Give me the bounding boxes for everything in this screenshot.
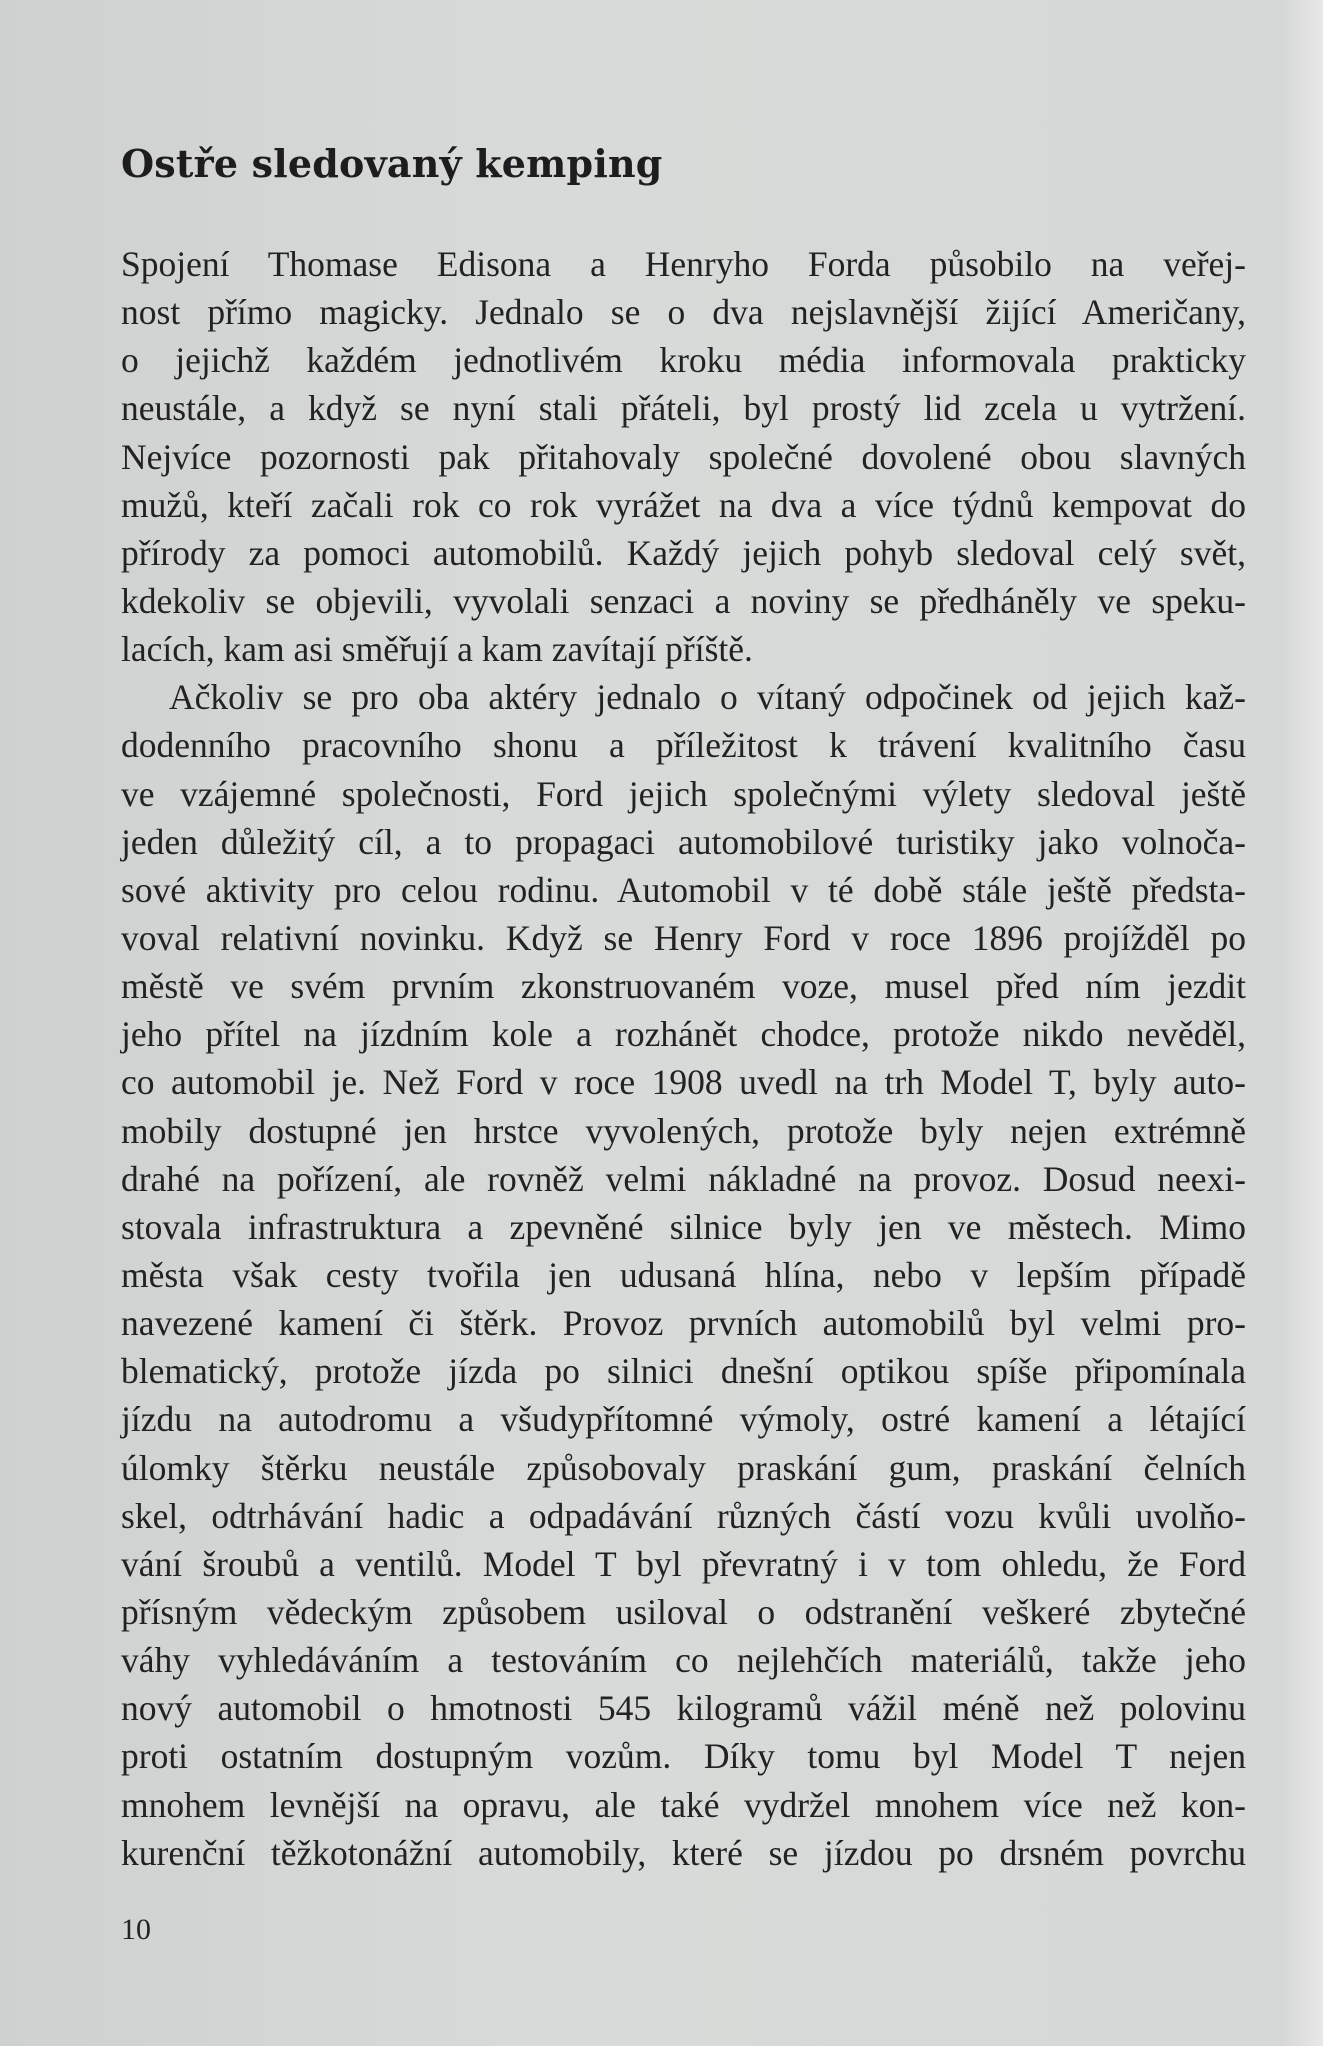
paragraph-2 — [121, 673, 1246, 1877]
text-line: skel, odtrhávání hadic a odpadávání různých částí vozu kvůli uvolňo- — [121, 1495, 1246, 1536]
text-line: městě ve svém prvním zkonstruovaném voze, musel před ním jezdit — [121, 966, 1246, 1007]
text-line: kurenční těžkotonážní automobily, které se jízdou po drsném povrchu — [121, 1832, 1246, 1873]
page-number: 10 — [121, 1913, 151, 1946]
text-line: mnohem levnější na opravu, ale také vydržel mnohem více než kon- — [121, 1784, 1246, 1825]
text-line: sové aktivity pro celou rodinu. Automobil v té době stále ještě předsta- — [121, 869, 1246, 910]
text-line: o jejichž každém jednotlivém kroku média informovala prakticky — [121, 340, 1246, 381]
text-line: dodenního pracovního shonu a příležitost k trávení kvalitního času — [121, 725, 1246, 766]
text-line: stovala infrastruktura a zpevněné silnice byly jen ve městech. Mimo — [121, 1206, 1246, 1247]
text-line: vání šroubů a ventilů. Model T byl převratný i v tom ohledu, že Ford — [121, 1543, 1246, 1584]
text-line: jeden důležitý cíl, a to propagaci automobilové turistiky jako volnoča- — [121, 821, 1246, 862]
text-line: úlomky štěrku neustále způsobovaly praskání gum, praskání čelních — [121, 1447, 1246, 1488]
text-line: kdekoliv se objevili, vyvolali senzaci a noviny se předháněly ve speku- — [121, 580, 1246, 621]
text-line: mobily dostupné jen hrstce vyvolených, protože byly nejen extrémně — [121, 1110, 1246, 1151]
text-line: blematický, protože jízda po silnici dnešní optikou spíše připomínala — [121, 1351, 1246, 1392]
text-line: Spojení Thomase Edisona a Henryho Forda působilo na veřej- — [121, 244, 1246, 284]
body-text — [121, 240, 1246, 1877]
text-line: neustále, a když se nyní stali přáteli, byl prostý lid zcela u vytržení. — [121, 388, 1246, 429]
text-line: jízdu na autodromu a všudypřítomné výmoly, ostré kamení a létající — [121, 1399, 1246, 1440]
paragraph-1 — [121, 240, 1246, 673]
text-line: váhy vyhledáváním a testováním co nejlehčích materiálů, takže jeho — [121, 1640, 1246, 1681]
text-line: voval relativní novinku. Když se Henry Ford v roce 1896 projížděl po — [121, 917, 1246, 958]
text-line: Ačkoliv se pro oba aktéry jednalo o vítaný odpočinek od jejich kaž- — [169, 677, 1246, 718]
text-line: navezené kamení či štěrk. Provoz prvních automobilů byl velmi pro- — [121, 1303, 1246, 1344]
text-line: nost přímo magicky. Jednalo se o dva nejslavnější žijící Američany, — [121, 292, 1246, 333]
text-line: přísným vědeckým způsobem usiloval o odstranění veškeré zbytečné — [121, 1591, 1246, 1632]
text-line: Nejvíce pozornosti pak přitahovaly společné dovolené obou slavných — [121, 436, 1246, 477]
text-line: drahé na pořízení, ale rovněž velmi nákladné na provoz. Dosud neexi- — [121, 1158, 1246, 1199]
text-line: jeho přítel na jízdním kole a rozhánět chodce, protože nikdo nevěděl, — [121, 1014, 1246, 1055]
text-line: proti ostatním dostupným vozům. Díky tomu byl Model T nejen — [121, 1736, 1246, 1777]
text-line: mužů, kteří začali rok co rok vyrážet na dva a více týdnů kempovat do — [121, 484, 1246, 525]
text-line: města však cesty tvořila jen udusaná hlína, nebo v lepším případě — [121, 1254, 1246, 1295]
text-line: ve vzájemné společnosti, Ford jejich společnými výlety sledoval ještě — [121, 773, 1246, 814]
text-line: lacích, kam asi směřují a kam zavítají příště. — [121, 629, 753, 670]
chapter-title: Ostře sledovaný kemping — [121, 141, 663, 186]
text-line: co automobil je. Než Ford v roce 1908 uvedl na trh Model T, byly auto- — [121, 1062, 1246, 1103]
text-line: přírody za pomoci automobilů. Každý jejich pohyb sledoval celý svět, — [121, 532, 1246, 573]
text-line: nový automobil o hmotnosti 545 kilogramů vážil méně než polovinu — [121, 1688, 1246, 1729]
